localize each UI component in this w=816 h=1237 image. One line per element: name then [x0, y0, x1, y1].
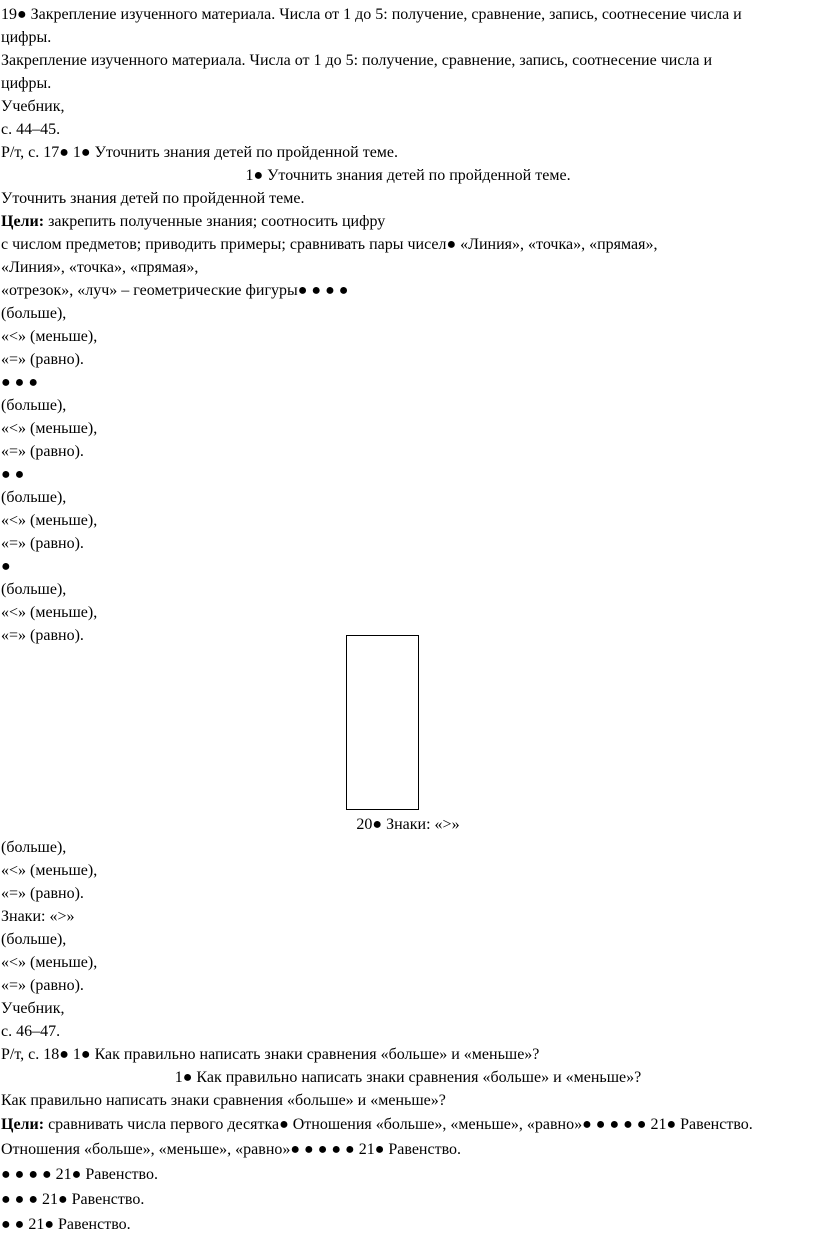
- text-line: Р/т, с. 18● 1● Как правильно написать знаки сравнения «больше» и «меньше»?: [1, 1046, 540, 1063]
- centered-heading: 1● Как правильно написать знаки сравнения «больше» и «меньше»?: [174, 1069, 642, 1086]
- text-line: Как правильно написать знаки сравнения «больше» и «меньше»?: [1, 1092, 446, 1109]
- text-line: (больше),: [1, 931, 67, 948]
- text-line: 19● Закрепление изученного материала. Числа от 1 до 5: получение, сравнение, запись, соотнесение числа и: [1, 6, 742, 23]
- text-line: «=» (равно).: [1, 885, 84, 902]
- text-line: Р/т, с. 17● 1● Уточнить знания детей по пройденной теме.: [1, 144, 399, 161]
- text-line: ● ● ● 21● Равенство.: [1, 1191, 145, 1208]
- bullet-line: ● ● ●: [1, 374, 38, 391]
- goals-line: [1, 210, 815, 233]
- text-line: (больше),: [1, 489, 67, 506]
- text-line: «<» (меньше),: [1, 420, 98, 437]
- goals-label: Цели:: [1, 1116, 45, 1133]
- text-line: Отношения «больше», «меньше», «равно»● ● ● ● ● 21● Равенство.: [1, 1141, 462, 1158]
- text-line: (больше),: [1, 305, 67, 322]
- text-line: «=» (равно).: [1, 443, 84, 460]
- text-line: «<» (меньше),: [1, 954, 98, 971]
- text-line: «<» (меньше),: [1, 604, 98, 621]
- text-line: Учебник,: [1, 98, 65, 115]
- text-line: «=» (равно).: [1, 627, 84, 644]
- text-line: «=» (равно).: [1, 977, 84, 994]
- figure-caption: 20● Знаки: «>»: [356, 816, 460, 833]
- text-line: с числом предметов; приводить примеры; сравнивать пары чисел● «Линия», «точка», «прямая»,: [1, 236, 658, 253]
- text-line: Знаки: «>»: [1, 908, 75, 925]
- text-line: ● ● ● ● 21● Равенство.: [1, 1166, 158, 1183]
- text-line: «<» (меньше),: [1, 512, 98, 529]
- goals-text: закрепить полученные знания; соотносить цифру: [44, 213, 386, 230]
- text-line: (больше),: [1, 581, 67, 598]
- goals-label: Цели:: [1, 213, 45, 230]
- text-line: с. 44–45.: [1, 121, 61, 138]
- text-line: «Линия», «точка», «прямая»,: [1, 259, 199, 276]
- text-line: «отрезок», «луч» – геометрические фигуры● ● ● ●: [1, 282, 349, 299]
- document-body: [1, 3, 815, 647]
- text-line: (больше),: [1, 839, 67, 856]
- bullet-line: ●: [1, 558, 11, 575]
- text-line: «=» (равно).: [1, 351, 84, 368]
- text-line: цифры.: [1, 75, 52, 92]
- text-line: цифры.: [1, 29, 52, 46]
- goals-text: сравнивать числа первого десятка● Отношения «больше», «меньше», «равно»● ● ● ● ● 21● Равенство.: [44, 1116, 753, 1133]
- text-line: ● ● 21● Равенство.: [1, 1216, 131, 1233]
- text-line: Уточнить знания детей по пройденной теме.: [1, 190, 305, 207]
- text-line: Закрепление изученного материала. Числа от 1 до 5: получение, сравнение, запись, соотнесение числа и: [1, 52, 713, 69]
- goals-line: [1, 1112, 815, 1137]
- bullet-line: ● ●: [1, 466, 25, 483]
- text-line: (больше),: [1, 397, 67, 414]
- text-line: «<» (меньше),: [1, 328, 98, 345]
- rectangle-figure: [346, 635, 419, 810]
- text-line: «<» (меньше),: [1, 862, 98, 879]
- document-body-lower: [1, 836, 815, 1237]
- text-line: с. 46–47.: [1, 1023, 61, 1040]
- text-line: Учебник,: [1, 1000, 65, 1017]
- centered-heading: 1● Уточнить знания детей по пройденной теме.: [245, 167, 571, 184]
- text-line: «=» (равно).: [1, 535, 84, 552]
